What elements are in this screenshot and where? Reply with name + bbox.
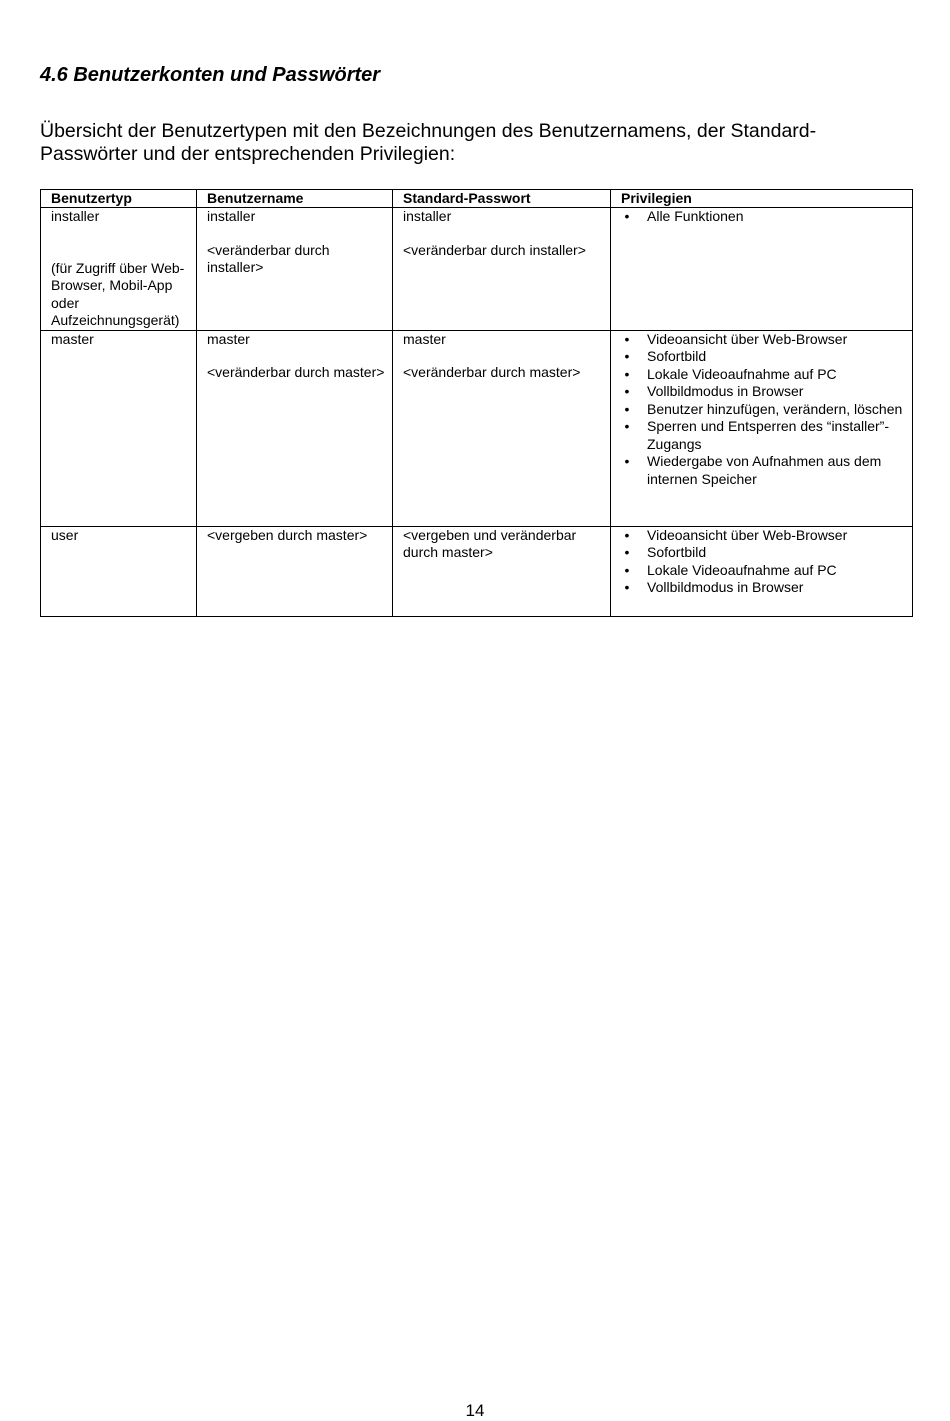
user-type-value: installer [51, 208, 100, 224]
section-title: 4.6 Benutzerkonten und Passwörter [40, 64, 381, 86]
user-type-value: user [51, 526, 79, 543]
username-value: <vergeben durch master> [207, 526, 368, 543]
page-number: 14 [465, 1401, 485, 1420]
list-item: • Benutzer hinzufügen, verändern, löschen [624, 400, 903, 417]
username-note: <veränderbar durch installer> [207, 241, 330, 275]
list-item: • Alle Funktionen [624, 208, 744, 224]
password-note: <veränderbar durch master> [403, 364, 581, 380]
list-item: • Wiedergabe von Aufnahmen aus dem internen Speicher [624, 453, 882, 487]
username-value: installer [207, 208, 256, 224]
cell-password [393, 330, 611, 526]
list-item: • Sofortbild [624, 348, 707, 364]
list-item: • Vollbildmodus in Browser [624, 383, 804, 399]
header-user-type: Benutzertyp [41, 190, 197, 208]
user-type-note: (für Zugriff über Web-Browser, Mobil-App oder Aufzeichnungsgerät) [51, 259, 185, 328]
table-row-master [41, 330, 913, 526]
privileges-list [621, 208, 906, 226]
header-username: Benutzername [197, 190, 393, 208]
list-item: • Lokale Videoaufnahme auf PC [624, 561, 837, 578]
username-note: <veränderbar durch master> [207, 364, 385, 380]
username-value: master [207, 330, 250, 347]
cell-password [393, 208, 611, 331]
password-note: <veränderbar durch installer> [403, 241, 586, 258]
privileges-list [621, 527, 906, 597]
privileges-list [621, 331, 906, 489]
cell-privileges [611, 330, 913, 526]
table-row-installer [41, 208, 913, 331]
cell-user-type [41, 208, 197, 331]
password-value: installer [403, 208, 452, 224]
intro-paragraph: Übersicht der Benutzertypen mit den Bezeichnungen des Benutzernamens, der Standard-Passwörter und der entsprechenden Privilegien: [40, 120, 817, 165]
password-value: <vergeben und veränderbar durch master> [403, 526, 577, 560]
user-accounts-table [40, 189, 913, 617]
cell-user-type [41, 526, 197, 616]
cell-password [393, 526, 611, 616]
password-value: master [403, 330, 446, 347]
list-item: • Sperren und Entsperren des “installer”-Zugangs [624, 418, 890, 452]
list-item: • Sofortbild [624, 544, 707, 560]
header-privileges: Privilegien [611, 190, 913, 208]
cell-privileges [611, 208, 913, 331]
list-item: • Lokale Videoaufnahme auf PC [624, 365, 837, 382]
list-item: • Vollbildmodus in Browser [624, 579, 804, 595]
table-row-user [41, 526, 913, 616]
table-header-row [41, 190, 913, 208]
user-type-value: master [51, 330, 94, 347]
header-default-password: Standard-Passwort [393, 190, 611, 208]
cell-username [197, 526, 393, 616]
cell-user-type [41, 330, 197, 526]
cell-username [197, 208, 393, 331]
cell-privileges [611, 526, 913, 616]
list-item: • Videoansicht über Web-Browser [624, 526, 848, 543]
cell-username [197, 330, 393, 526]
list-item: • Videoansicht über Web-Browser [624, 330, 848, 347]
